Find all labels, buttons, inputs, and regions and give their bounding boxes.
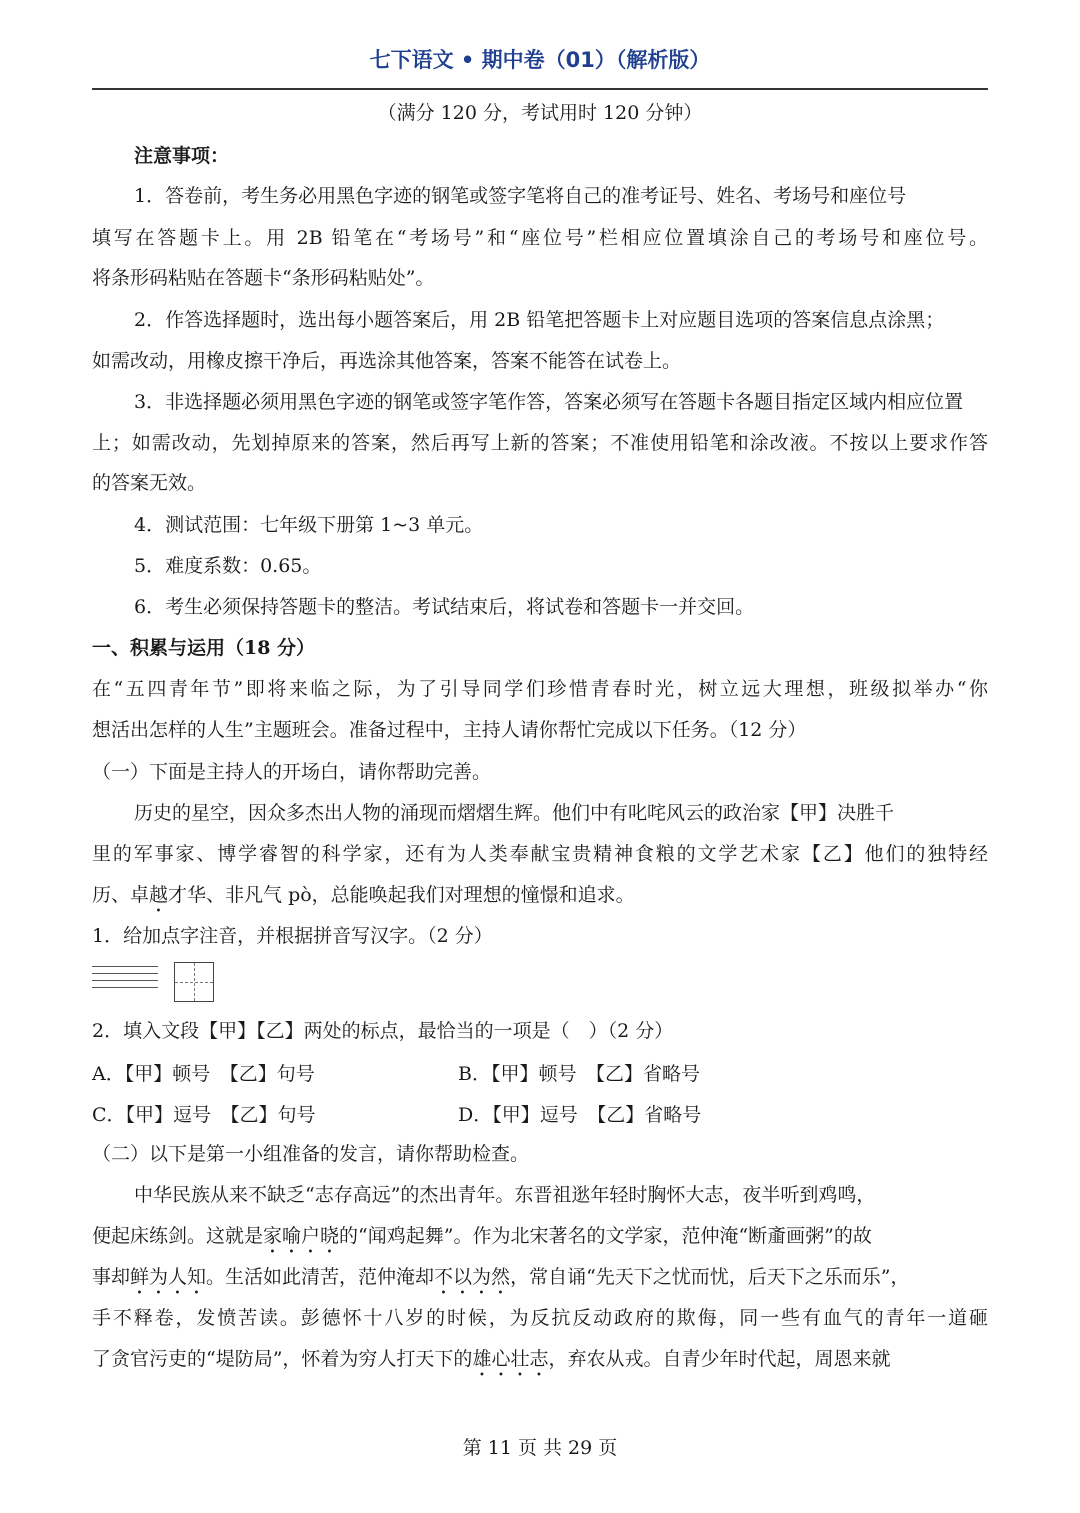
- question-2: 2．填入文段【甲】【乙】两处的标点，最恰当的一项是（ ）（2 分）: [92, 1020, 674, 1042]
- section-title: 一、积累与运用（18 分）: [92, 637, 316, 659]
- exam-info: （满分 120 分，考试用时 120 分钟）: [377, 102, 703, 124]
- part1-title: （一）下面是主持人的开场白，请你帮助完善。: [92, 761, 492, 783]
- dotted-char: 越: [149, 884, 169, 906]
- notice-line: 4．测试范围：七年级下册第 1~3 单元。: [134, 514, 484, 536]
- option-c: C．【甲】逗号 【乙】句号: [92, 1104, 316, 1126]
- notice-line: 6．考生必须保持答题卡的整洁。考试结束后，将试卷和答题卡一并交回。: [134, 596, 755, 618]
- dotted-phrase: 家喻户晓: [263, 1225, 340, 1247]
- notice-line: 3．非选择题必须用黑色字迹的钢笔或签字笔作答，答案必须写在答题卡各题目指定区域内相应位置: [134, 391, 964, 413]
- header-divider: [92, 88, 988, 90]
- passage1-line: 历、卓越才华、非凡气 pò，总能唤起我们对理想的憧憬和追求。: [92, 884, 635, 906]
- notice-line: 将条形码粘贴在答题卡“条形码粘贴处”。: [92, 267, 435, 289]
- notice-line: 如需改动，用橡皮擦干净后，再选涂其他答案，答案不能答在试卷上。: [92, 350, 682, 372]
- option-a: A．【甲】顿号 【乙】句号: [92, 1063, 315, 1085]
- passage2-line: 便起床练剑。这就是家喻户晓的“闻鸡起舞”。作为北宋著名的文学家，范仲淹“断齑画粥”的故: [92, 1225, 872, 1247]
- answer-area[interactable]: [92, 962, 222, 1002]
- notice-line: 1．答卷前，考生务必用黑色字迹的钢笔或签字笔将自己的准考证号、姓名、考场号和座位号: [134, 185, 907, 207]
- part2-title: （二）以下是第一小组准备的发言，请你帮助检查。: [92, 1143, 530, 1165]
- page-header-title: 七下语文 • 期中卷（01）（解析版）: [369, 48, 711, 72]
- dotted-phrase: 鲜为人知: [130, 1266, 207, 1288]
- section-intro: 在“五四青年节”即将来临之际，为了引导同学们珍惜青春时光，树立远大理想，班级拟举办“你: [92, 678, 988, 700]
- section-intro: 想活出怎样的人生”主题班会。准备过程中，主持人请你帮忙完成以下任务。（12 分）: [92, 719, 807, 741]
- notice-line: 的答案无效。: [92, 472, 207, 494]
- passage1-line: 里的军事家、博学睿智的科学家，还有为人类奉献宝贵精神食粮的文学艺术家【乙】他们的独特经: [92, 843, 988, 865]
- page-number: 第 11 页 共 29 页: [462, 1437, 618, 1459]
- notice-line: 5．难度系数：0.65。: [134, 555, 322, 577]
- question-1: 1．给加点字注音，并根据拼音写汉字。（2 分）: [92, 925, 493, 947]
- character-grid-box[interactable]: [174, 962, 214, 1002]
- passage2-line: 了贪官污吏的“堤防局”，怀着为穷人打天下的雄心壮志，弃农从戎。自青少年时代起，周恩来就: [92, 1348, 891, 1370]
- passage2-line: 中华民族从来不缺乏“志存高远”的杰出青年。东晋祖逖年轻时胸怀大志，夜半听到鸡鸣，: [134, 1184, 876, 1206]
- option-d: D．【甲】逗号 【乙】省略号: [458, 1104, 702, 1126]
- dotted-phrase: 不以为然: [434, 1266, 511, 1288]
- pinyin-writing-lines[interactable]: [92, 966, 158, 998]
- option-b: B．【甲】顿号 【乙】省略号: [458, 1063, 700, 1085]
- passage1-line: 历史的星空，因众多杰出人物的涌现而熠熠生辉。他们中有叱咤风云的政治家【甲】决胜千: [134, 802, 895, 824]
- notice-line: 填写在答题卡上。用 2B 铅笔在“考场号”和“座位号”栏相应位置填涂自己的考场号和座位号。: [92, 227, 988, 249]
- passage2-line: 手不释卷，发愤苦读。彭德怀十八岁的时候，为反抗反动政府的欺侮，同一些有血气的青年一道砸: [92, 1307, 988, 1329]
- passage2-line: 事却鲜为人知。生活如此清苦，范仲淹却不以为然，常自诵“先天下之忧而忧，后天下之乐而乐”，: [92, 1266, 910, 1288]
- notice-title: 注意事项：: [134, 145, 230, 167]
- notice-line: 2．作答选择题时，选出每小题答案后，用 2B 铅笔把答题卡上对应题目选项的答案信息点涂黑；: [134, 309, 945, 331]
- dotted-phrase: 雄心壮志: [472, 1348, 549, 1370]
- notice-line: 上；如需改动，先划掉原来的答案，然后再写上新的答案；不准使用铅笔和涂改液。不按以上要求作答: [92, 432, 988, 454]
